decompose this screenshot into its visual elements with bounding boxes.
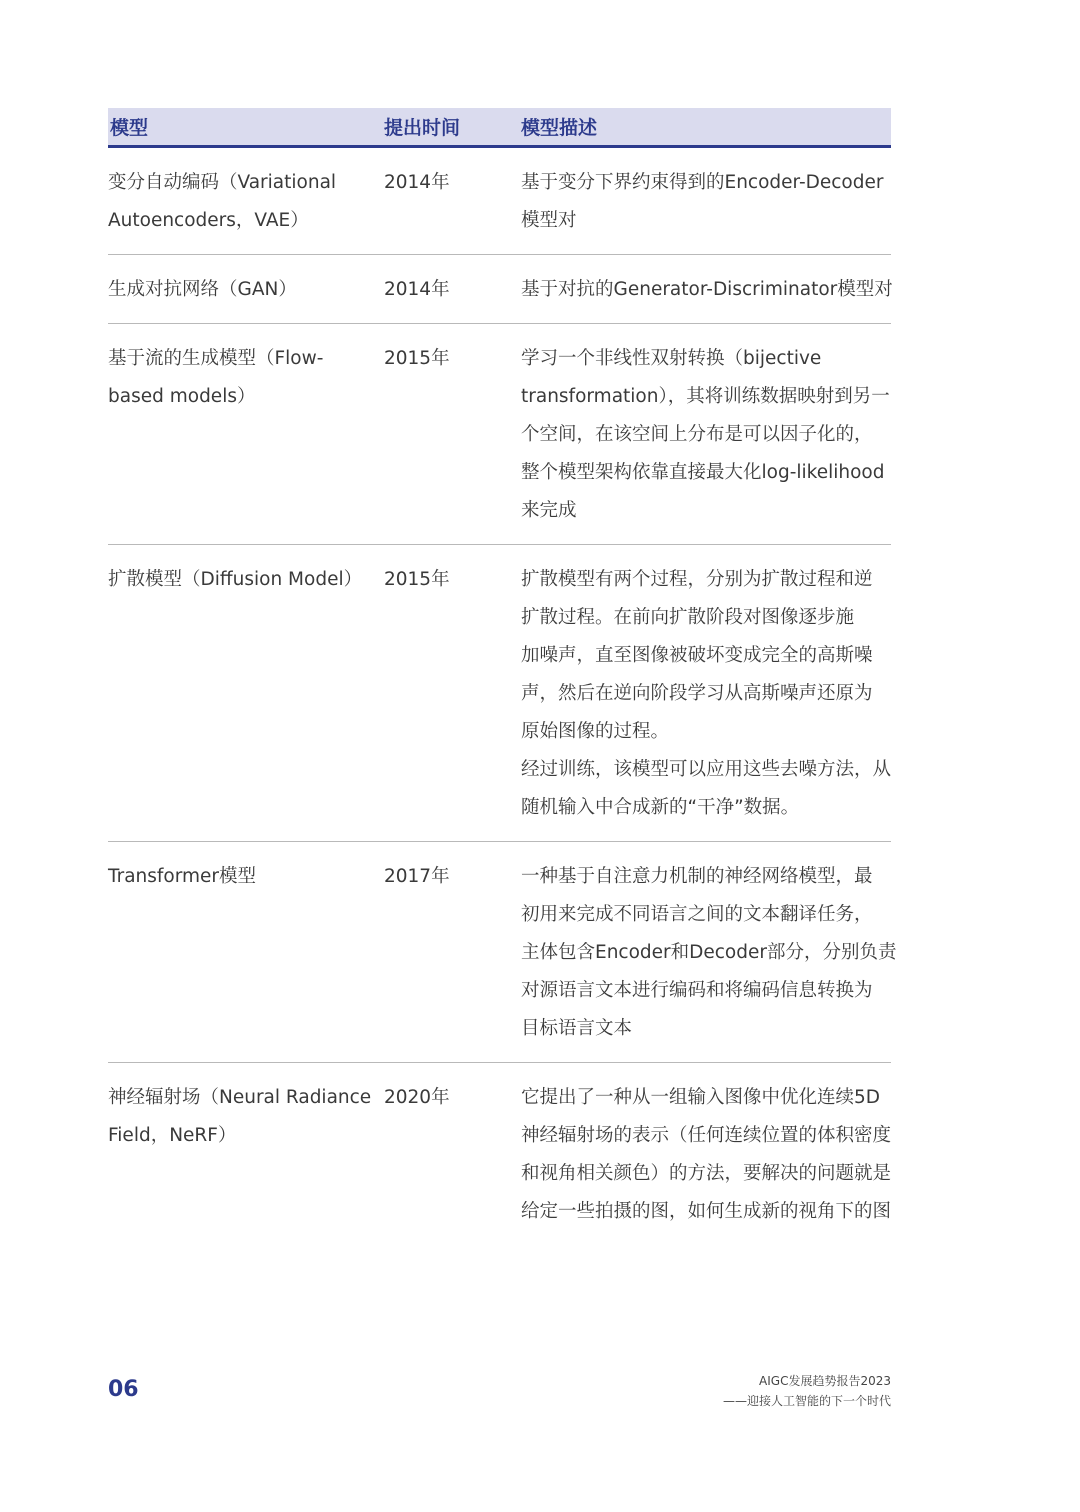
table-row <box>108 545 891 842</box>
report-title-block <box>723 1371 891 1411</box>
cell-model <box>108 340 384 530</box>
model-line: Transformer模型 <box>108 866 257 887</box>
description-line: 整个模型架构依靠直接最大化log-likelihood <box>521 462 885 483</box>
header-description: 模型描述 <box>521 117 598 139</box>
cell-description <box>521 271 891 309</box>
table-row <box>108 255 891 324</box>
description-line: 扩散过程。在前向扩散阶段对图像逐步施 <box>521 607 855 628</box>
description-line: 来完成 <box>521 500 577 521</box>
description-line: 学习一个非线性双射转换（bijective <box>521 348 822 369</box>
model-line: 神经辐射场（Neural Radiance <box>108 1087 372 1108</box>
description-line: 经过训练，该模型可以应用这些去噪方法，从 <box>521 759 892 780</box>
model-line: 扩散模型（Diffusion Model） <box>108 569 363 590</box>
cell-model <box>108 561 384 827</box>
model-line: 生成对抗网络（GAN） <box>108 279 297 300</box>
description-line: 随机输入中合成新的“干净”数据。 <box>521 797 800 818</box>
description-line: 它提出了一种从一组输入图像中优化连续5D <box>521 1087 881 1108</box>
report-subtitle: ——迎接人工智能的下一个时代 <box>722 1394 891 1408</box>
description-line: 目标语言文本 <box>521 1018 633 1039</box>
description-line: 主体包含Encoder和Decoder部分，分别负责 <box>521 942 897 963</box>
description-line: 初用来完成不同语言之间的文本翻译任务， <box>521 904 873 925</box>
report-title: AIGC发展趋势报告2023 <box>759 1374 891 1388</box>
table-header <box>108 108 891 148</box>
cell-year: 2020年 <box>384 1087 450 1108</box>
cell-year: 2014年 <box>384 279 450 300</box>
cell-year: 2015年 <box>384 348 450 369</box>
cell-year: 2015年 <box>384 569 450 590</box>
model-line: Autoencoders，VAE） <box>108 210 309 231</box>
cell-model <box>108 164 384 240</box>
cell-model <box>108 1079 384 1231</box>
description-line: 原始图像的过程。 <box>521 721 670 742</box>
table-row <box>108 148 891 255</box>
description-line: 对源语言文本进行编码和将编码信息转换为 <box>521 980 873 1001</box>
header-model: 模型 <box>110 117 149 139</box>
table-body <box>108 148 897 1245</box>
model-table <box>108 108 897 1245</box>
description-line: 基于对抗的Generator-Discriminator模型对 <box>521 279 893 300</box>
description-line: 基于变分下界约束得到的Encoder-Decoder <box>521 172 884 193</box>
model-line: based models） <box>108 386 256 407</box>
description-line: 给定一些拍摄的图，如何生成新的视角下的图 <box>521 1201 892 1222</box>
table-row <box>108 324 891 545</box>
description-line: 神经辐射场的表示（任何连续位置的体积密度 <box>521 1125 892 1146</box>
cell-description <box>521 1079 891 1231</box>
cell-description <box>521 561 891 827</box>
description-line: 模型对 <box>521 210 577 231</box>
model-line: Field，NeRF） <box>108 1125 237 1146</box>
description-line: 个空间，在该空间上分布是可以因子化的， <box>521 424 873 445</box>
cell-model <box>108 271 384 309</box>
table-row <box>108 1063 891 1245</box>
description-line: transformation），其将训练数据映射到另一 <box>521 386 890 407</box>
model-line: 变分自动编码（Variational <box>108 172 337 193</box>
cell-description <box>521 858 897 1048</box>
header-year: 提出时间 <box>384 117 461 139</box>
cell-description <box>521 340 891 530</box>
table-row <box>108 842 897 1063</box>
description-line: 和视角相关颜色）的方法，要解决的问题就是 <box>521 1163 892 1184</box>
cell-model <box>108 858 384 1048</box>
model-line: 基于流的生成模型（Flow- <box>108 348 324 369</box>
description-line: 扩散模型有两个过程，分别为扩散过程和逆 <box>521 569 873 590</box>
description-line: 加噪声，直至图像被破坏变成完全的高斯噪 <box>521 645 873 666</box>
description-line: 一种基于自注意力机制的神经网络模型，最 <box>521 866 873 887</box>
description-line: 声，然后在逆向阶段学习从高斯噪声还原为 <box>521 683 873 704</box>
cell-year: 2017年 <box>384 866 450 887</box>
cell-description <box>521 164 891 240</box>
page-number: 06 <box>108 1377 139 1402</box>
cell-year: 2014年 <box>384 172 450 193</box>
